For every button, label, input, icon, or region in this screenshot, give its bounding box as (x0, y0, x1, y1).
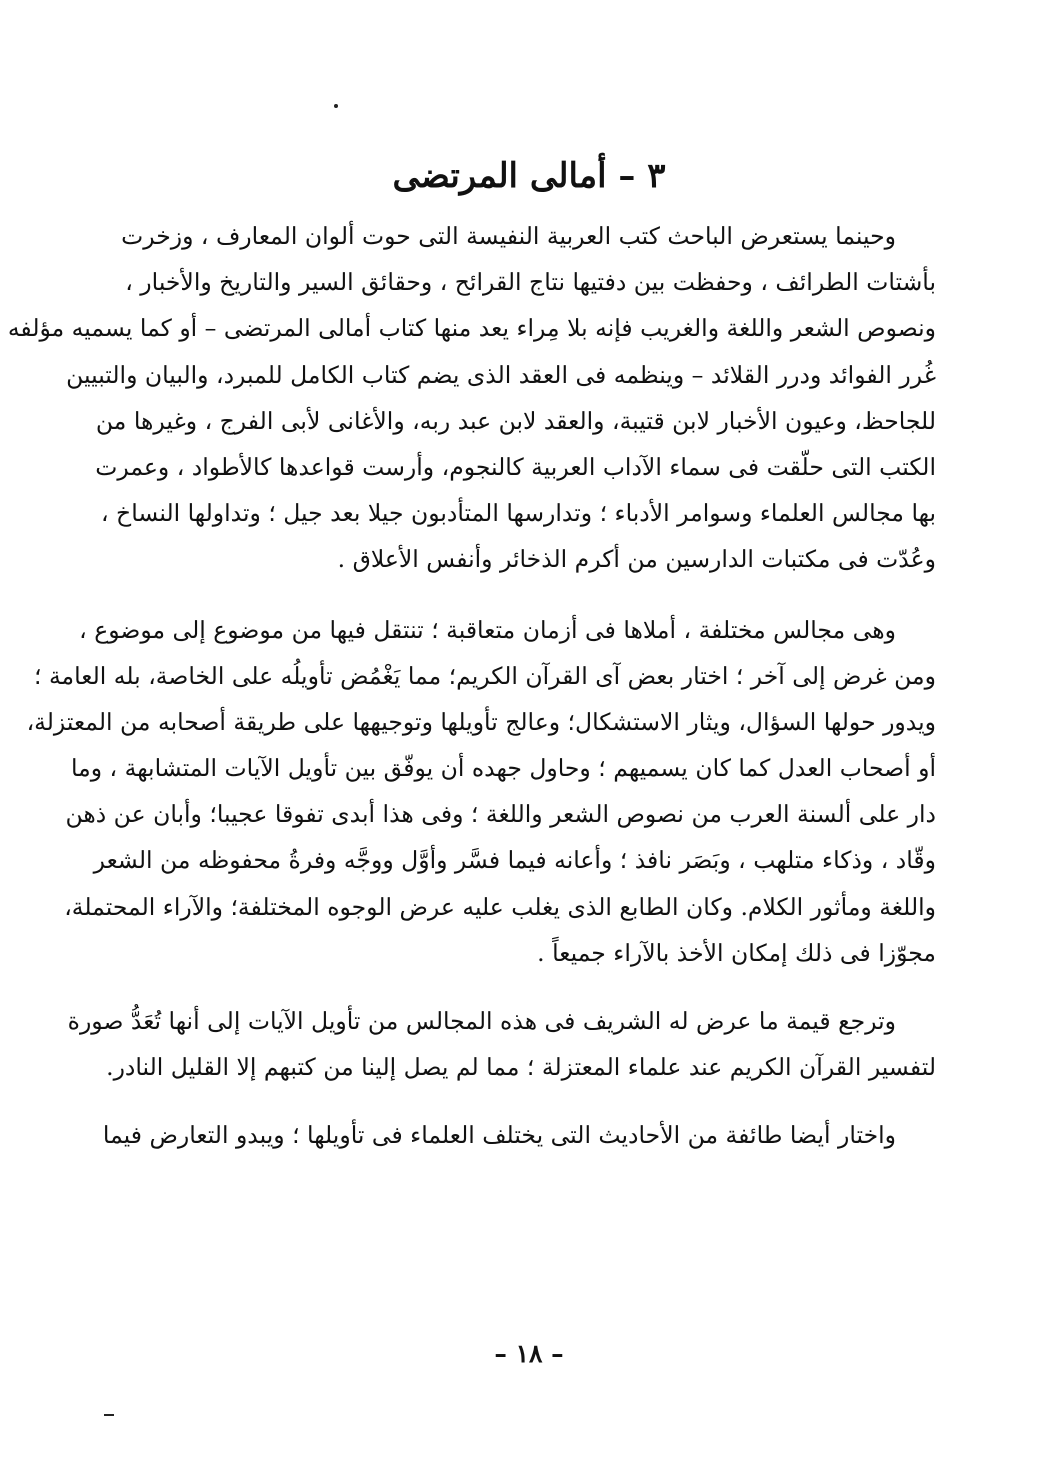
paragraph-3 (67, 998, 936, 1090)
text-line: واللغة ومأثور الكلام. وكان الطابع الذى يغلب عليه عرض الوجوه المختلفة؛ والآراء المحتملة، (64, 892, 936, 921)
text-line: أو أصحاب العدل كما كان يسميهم ؛ وحاول جهده أن يوفّق بين تأويل الآيات المتشابهة ، وما (70, 754, 936, 783)
print-speck (334, 104, 338, 108)
paragraph-1 (7, 213, 936, 583)
page-number: – ١٨ – (494, 1339, 564, 1368)
text-line: ومن غرض إلى آخر ؛ اختار بعض آى القرآن الكريم؛ مما يَغْمُض تأويلُه على الخاصة، بله العامة ؛ (34, 661, 936, 690)
text-line: بأشتات الطرائف ، وحفظت بين دفتيها نتاج القرائح ، وحقائق السير والتاريخ والأخبار ، (125, 268, 936, 297)
text-line: الكتب التى حلّقت فى سماء الآداب العربية كالنجوم، وأرست قواعدها كالأطواد ، وعمرت (95, 452, 936, 481)
text-line: بها مجالس العلماء وسوامر الأدباء ؛ وتدارسها المتأدبون جيلا بعد جيل ؛ وتداولها النساخ ، (101, 499, 936, 528)
text-line: غُرر الفوائد ودرر القلائد – وينظمه فى العقد الذى يضم كتاب الكامل للمبرد، والبيان والتبيين (66, 360, 936, 389)
text-line: للجاحظ، وعيون الأخبار لابن قتيبة، والعقد لابن عبد ربه، والأغانى لأبى الفرج ، وغيرها من (95, 406, 936, 435)
chapter-title: ٣ – أمالى المرتضى (392, 156, 666, 196)
text-line: وحينما يستعرض الباحث كتب العربية النفيسة التى حوت ألوان المعارف ، وزخرت (121, 222, 896, 250)
paragraph-2 (26, 607, 936, 977)
text-line: مجوّزا فى ذلك إمكان الأخذ بالآراء جميعاً . (537, 938, 936, 967)
text-line: وقّاد ، وذكاء متلهب ، وبَصَر نافذ ؛ وأعانه فيما فسَّر وأوَّل ووجَّه وفرةُ محفوظه من الشعر (93, 846, 936, 875)
text-line: لتفسير القرآن الكريم عند علماء المعتزلة ؛ مما لم يصل إلينا من كتبهم إلا القليل النادر. (106, 1053, 936, 1082)
body-text (7, 213, 936, 1159)
print-speck (104, 1414, 114, 1416)
text-line: دار على ألسنة العرب من نصوص الشعر واللغة ؛ وفى هذا أبدى تفوقا عجيبا؛ وأبان عن ذهن (65, 800, 936, 829)
text-line: وعُدّت فى مكتبات الدارسين من أكرم الذخائر وأنفس الأعلاق . (337, 545, 936, 574)
text-line: واختار أيضا طائفة من الأحاديث التى يختلف العلماء فى تأويلها ؛ ويبدو التعارض فيما (102, 1121, 896, 1150)
text-line: وهى مجالس مختلفة ، أملاها فى أزمان متعاقبة ؛ تنتقل فيها من موضوع إلى موضوع ، (79, 615, 896, 644)
text-line: ونصوص الشعر واللغة والغريب فإنه بلا مِراء يعد منها كتاب أمالى المرتضى – أو كما يسميه مؤلفه (7, 314, 936, 343)
text-line: وترجع قيمة ما عرض له الشريف فى هذه المجالس من تأويل الآيات إلى أنها تُعَدُّ صورة (67, 1007, 896, 1035)
paragraph-4 (102, 1112, 936, 1158)
text-line: ويدور حولها السؤال، ويثار الاستشكال؛ وعالج تأويلها وتوجيهها على طريقة أصحابه من المعتزلة، (26, 707, 936, 736)
